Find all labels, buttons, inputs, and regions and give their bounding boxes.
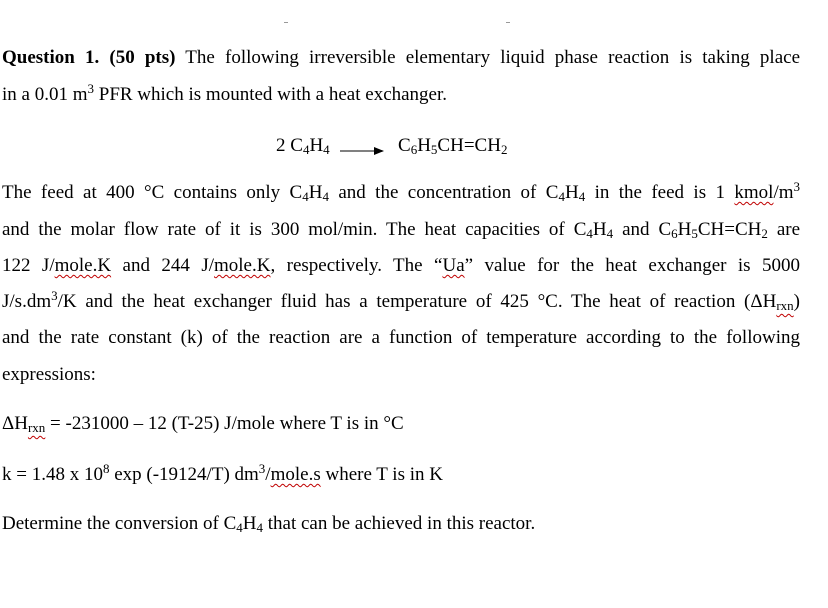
reactant: 2 $C_4H_4$ — [276, 135, 330, 157]
paragraph-line-2: and the molar flow rate of it is 300 mol/min. The heat capacities of $C_4H_4$ and $C_6H_5CH=CH_2$ are — [2, 219, 801, 241]
reaction-arrow-icon — [340, 146, 384, 156]
question-line-2: in a 0.01 $m^3$ PFR which is mounted with a heat exchanger. — [2, 81, 448, 105]
reaction-equation — [0, 133, 828, 159]
paragraph-line-3: 122 J/mole.K and 244 J/mole.K, respectively. The “Ua” value for the heat exchanger is 5000 — [2, 255, 800, 276]
paragraph-line-1: The feed at 400 °C contains only $C_4H_4$ and the concentration of $C_4H_4$ in the feed is 1 kmol/$m^3$ — [2, 179, 801, 204]
question-intro-1: The following irreversible elementary liquid phase reaction is taking place — [175, 47, 801, 68]
paragraph-line-5: and the rate constant (k) of the reaction are a function of temperature according to the following — [2, 327, 800, 348]
ruler-tick-left — [284, 22, 288, 23]
paragraph-line-6: expressions: — [2, 364, 96, 385]
question-label: Question 1. (50 pts) — [2, 47, 176, 68]
ruler-tick-right — [506, 22, 510, 23]
question-line-1 — [2, 46, 800, 70]
final-question: Determine the conversion of $C_4H_4$ that can be achieved in this reactor. — [2, 513, 536, 535]
paragraph-line-4: $J/s.dm^3/K$ and the heat exchanger fluid has a temperature of 425 °C. The heat of reaction $(\Delta H_{rxn})$ — [2, 288, 800, 313]
product: $C_6H_5CH=CH_2$ — [398, 135, 508, 157]
expression-rate-constant: k = 1.48 x $10^8$ exp (-19124/T) $dm^3/mole.s$ where T is in K — [2, 461, 443, 485]
expression-heat-of-reaction: $\Delta H_{rxn} = -231000 - 12$ (T-25) J/mole where T is in °C — [2, 413, 404, 435]
